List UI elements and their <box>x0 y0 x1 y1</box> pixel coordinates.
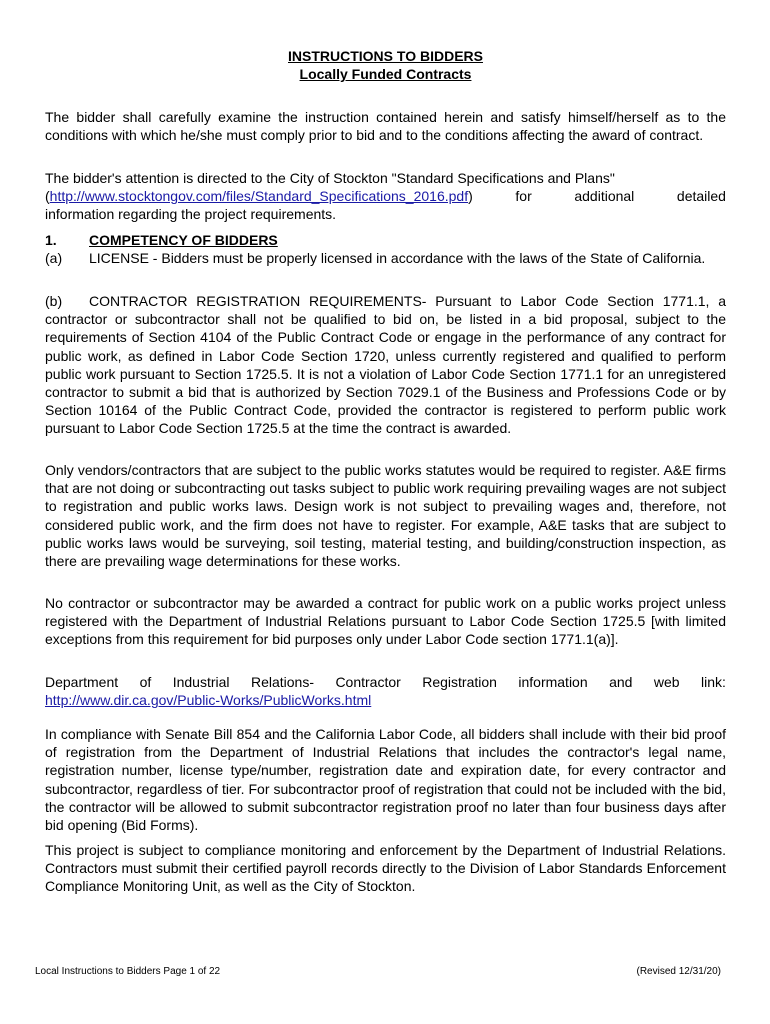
dir-word: Industrial <box>172 674 230 690</box>
paren-open: ( <box>45 188 50 205</box>
dir-word: Relations- <box>250 674 314 690</box>
footer-page-info: Local Instructions to Bidders Page 1 of 22 <box>35 966 221 977</box>
section-heading <box>45 231 726 249</box>
section-number: 1. <box>45 232 57 248</box>
dir-word: of <box>139 674 152 690</box>
document-title: INSTRUCTIONS TO BIDDERS <box>288 48 483 64</box>
dir-registration-line <box>45 673 726 691</box>
dir-word: Department <box>45 674 119 690</box>
dir-word: link: <box>701 674 726 690</box>
standard-specs-link[interactable]: http://www.stocktongov.com/files/Standard_Specifications_2016.pdf <box>49 188 469 205</box>
vendors-paragraph: Only vendors/contractors that are subject to the public works statutes would be required to register. A&E firms that are not doing or subcontracting out tasks subject to public work requiring prevailing wages are not subject to registration and public works laws. Design work is not subject to prevailing wages and, therefore, not considered public work, and the firm does not have to register. For example, A&E tasks that are subject to public works laws would be surveying, soil testing, material testing, and building/construction inspection, as there are prevailing wage determinations for these works. <box>45 462 726 570</box>
word-additional: additional <box>574 188 635 205</box>
item-b-label: (b) <box>45 293 63 309</box>
intro-paragraph: The bidder shall carefully examine the instruction contained herein and satisfy himself/herself as to the conditions with which he/she must comply prior to bid and to the conditions affecting the award of contract. <box>45 109 726 144</box>
standard-specs-line3: information regarding the project requirements. <box>45 206 337 223</box>
standard-specs-line2 <box>45 187 726 205</box>
standard-specs-link-wrap <box>45 187 473 205</box>
section-title: COMPETENCY OF BIDDERS <box>89 232 278 248</box>
dir-registration-paragraph <box>45 673 726 709</box>
dir-word: information <box>518 674 588 690</box>
standard-specs-paragraph <box>45 169 726 224</box>
standard-specs-line1: The bidder's attention is directed to the City of Stockton "Standard Specifications and Plans" <box>45 170 615 186</box>
footer-revised-date: (Revised 12/31/20) <box>636 966 721 977</box>
item-a-label: (a) <box>45 250 63 266</box>
no-contractor-paragraph: No contractor or subcontractor may be awarded a contract for public work on a public works project unless registered with the Department of Industrial Relations pursuant to Labor Code Section 1725.5 [with limited exceptions from this requirement for bid purposes only under Labor Code section 1771.1(a)]. <box>45 595 726 648</box>
dir-word: Registration <box>422 674 497 690</box>
item-a-text: LICENSE - Bidders must be properly licensed in accordance with the laws of the State of California. <box>89 250 706 266</box>
monitoring-paragraph: This project is subject to compliance monitoring and enforcement by the Department of Industrial Relations. Contractors must submit their certified payroll records directly to the Division of Labor Standards Enforcement Compliance Monitoring Unit, as well as the City of Stockton. <box>45 842 726 895</box>
word-detailed: detailed <box>676 188 726 205</box>
paren-close: ) <box>468 188 473 205</box>
dir-word: and <box>609 674 633 690</box>
license-paragraph <box>45 249 726 267</box>
registration-paragraph <box>45 292 726 438</box>
dir-word: Contractor <box>335 674 401 690</box>
word-for: for <box>515 188 532 205</box>
document-page <box>35 0 726 1024</box>
document-subtitle: Locally Funded Contracts <box>299 66 472 82</box>
compliance-paragraph: In compliance with Senate Bill 854 and the California Labor Code, all bidders shall include with their bid proof of registration from the Department of Industrial Relations that includes the contractor's legal name, registration number, license type/number, registration date and expiration date, for every contractor and subcontractor, regardless of tier. For subcontractor proof of registration that could not be included with the bid, the contractor will be allowed to submit subcontractor registration proof no later than four business days after bid opening (Bid Forms). <box>45 726 726 834</box>
dir-link[interactable]: http://www.dir.ca.gov/Public-Works/PublicWorks.html <box>45 692 372 709</box>
item-b-text: CONTRACTOR REGISTRATION REQUIREMENTS- Pursuant to Labor Code Section 1771.1, a contractor or subcontractor shall not be qualified to bid on, be listed in a bid proposal, subject to the requirements of Section 4104 of the Public Contract Code or engage in the performance of any contract for public work, as defined in Labor Code Section 1720, unless currently registered and qualified to perform public work pursuant to Section 1725.5. It is not a violation of Labor Code Section 1771.1 for an unregistered contractor to submit a bid that is authorized by Section 7029.1 of the Business and Professions Code or by Section 10164 of the Public Contract Code, provided the contractor is registered to perform public work pursuant to Labor Code Section 1725.5 at the time the contract is awarded. <box>45 293 726 437</box>
dir-word: web <box>653 674 680 690</box>
